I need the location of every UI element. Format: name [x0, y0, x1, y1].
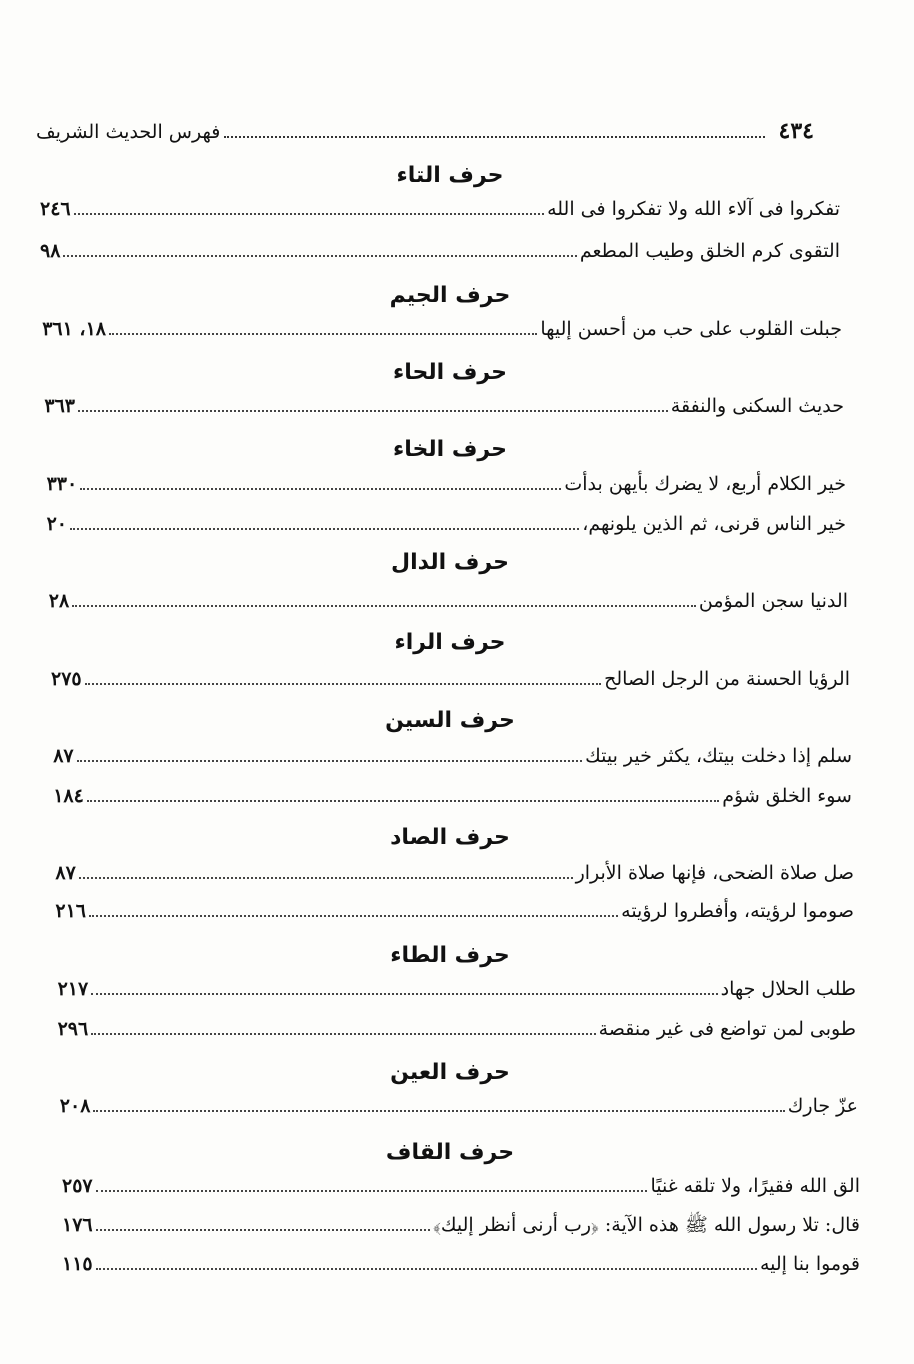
index-entry — [47, 473, 846, 503]
leader-dots — [85, 673, 601, 685]
hadith-text: قال: تلا رسول الله ﷺ هذه الآية: ﴿رب أرنى أنظر إليك﴾ — [433, 1214, 860, 1236]
leader-dots — [78, 400, 668, 412]
index-entry — [58, 1018, 856, 1048]
page-reference: ٢١٧ — [57, 978, 89, 1000]
index-entry — [47, 513, 846, 543]
index-entry — [40, 240, 840, 270]
leader-dots — [79, 867, 573, 879]
section-heading: حرف السين — [385, 708, 515, 733]
leader-dots — [93, 1100, 784, 1112]
index-entry — [44, 395, 844, 425]
page-reference: ١٧٦ — [62, 1214, 93, 1236]
index-entry — [53, 785, 852, 815]
page-reference: ٣٦٣ — [44, 395, 76, 417]
index-entry — [58, 978, 856, 1008]
page-reference: ٢٥٧ — [62, 1175, 93, 1197]
page-reference: ٢٧٥ — [51, 668, 82, 690]
index-entry — [40, 198, 840, 228]
index-entry — [55, 900, 854, 930]
page-reference: ١١٥ — [62, 1253, 93, 1275]
page-reference: ٢٠ — [46, 513, 68, 535]
page-reference: ١٨٤ — [53, 785, 84, 807]
index-entry — [42, 318, 842, 348]
section-heading: حرف العين — [390, 1060, 510, 1085]
section-heading: حرف الجيم — [389, 283, 511, 308]
page-reference: ٩٨ — [40, 240, 61, 262]
leader-dots — [80, 478, 561, 490]
hadith-text: طوبى لمن تواضع فى غير منقصة — [598, 1018, 856, 1040]
section-heading: حرف الحاء — [393, 360, 507, 385]
leader-dots — [96, 1258, 757, 1270]
leader-dots — [96, 1180, 648, 1192]
page-reference: ٢١٦ — [55, 900, 87, 922]
page-reference: ٢٤٦ — [40, 198, 71, 220]
leader-dots — [63, 245, 576, 257]
hadith-text: صل صلاة الضحى، فإنها صلاة الأبرار — [575, 862, 854, 884]
hadith-text: قوموا بنا إليه — [759, 1253, 860, 1275]
leader-dots — [109, 323, 537, 335]
index-entry — [49, 590, 848, 620]
index-entry — [55, 862, 854, 892]
index-entry — [62, 1253, 860, 1283]
page-reference: ٨٧ — [55, 862, 76, 884]
page-header — [36, 118, 814, 148]
leader-dots — [91, 1023, 595, 1035]
hadith-text: الدنيا سجن المؤمن — [698, 590, 848, 612]
hadith-text: حديث السكنى والنفقة — [670, 395, 844, 417]
hadith-text: جبلت القلوب على حب من أحسن إليها — [540, 318, 842, 340]
leader-dots — [96, 1219, 430, 1231]
hadith-text: الرؤيا الحسنة من الرجل الصالح — [604, 668, 850, 690]
hadith-text: صوموا لرؤيته، وأفطروا لرؤيته — [621, 900, 854, 922]
page-reference: ١٨، ٣٦١ — [42, 318, 106, 340]
header-leader-dots — [224, 122, 764, 138]
hadith-text: الق الله فقيرًا، ولا تلقه غنيًا — [650, 1175, 860, 1197]
section-heading: حرف الخاء — [393, 437, 507, 462]
section-heading: حرف الراء — [394, 630, 506, 655]
hadith-text: تفكروا فى آلاء الله ولا تفكروا فى الله — [547, 198, 840, 220]
page-reference: ٢٨ — [48, 590, 70, 612]
section-heading: حرف الدال — [391, 550, 509, 575]
index-entry — [62, 1175, 860, 1205]
index-entry — [62, 1213, 860, 1243]
leader-dots — [91, 983, 717, 995]
section-heading: حرف التاء — [396, 163, 504, 188]
page-title: فهرس الحديث الشريف — [36, 121, 221, 143]
leader-dots — [72, 595, 696, 607]
hadith-text: عزّ جارك — [787, 1095, 858, 1117]
hadith-text: خير الناس قرنى، ثم الذين يلونهم، — [582, 513, 846, 535]
section-heading: حرف الطاء — [390, 943, 510, 968]
hadith-text: سوء الخلق شؤم — [722, 785, 852, 807]
hadith-text: التقوى كرم الخلق وطيب المطعم — [579, 240, 840, 262]
leader-dots — [89, 905, 618, 917]
page-reference: ٢٩٦ — [57, 1018, 89, 1040]
leader-dots — [74, 203, 544, 215]
hadith-text: خير الكلام أربع، لا يضرك بأيهن بدأت — [564, 473, 846, 495]
hadith-text: سلم إذا دخلت بيتك، يكثر خير بيتك — [585, 745, 852, 767]
index-entry — [53, 745, 852, 775]
hadith-text: طلب الحلال جهاد — [720, 978, 856, 1000]
page-reference: ٣٣٠ — [46, 473, 78, 495]
page-reference: ٨٧ — [53, 745, 74, 767]
leader-dots — [70, 518, 579, 530]
index-entry — [51, 668, 850, 698]
index-entry — [60, 1095, 858, 1125]
page-reference: ٢٠٨ — [59, 1095, 91, 1117]
section-heading: حرف القاف — [385, 1140, 515, 1165]
page-number: ٤٣٤ — [778, 118, 814, 144]
section-heading: حرف الصاد — [390, 825, 510, 850]
leader-dots — [87, 790, 719, 802]
leader-dots — [77, 750, 582, 762]
